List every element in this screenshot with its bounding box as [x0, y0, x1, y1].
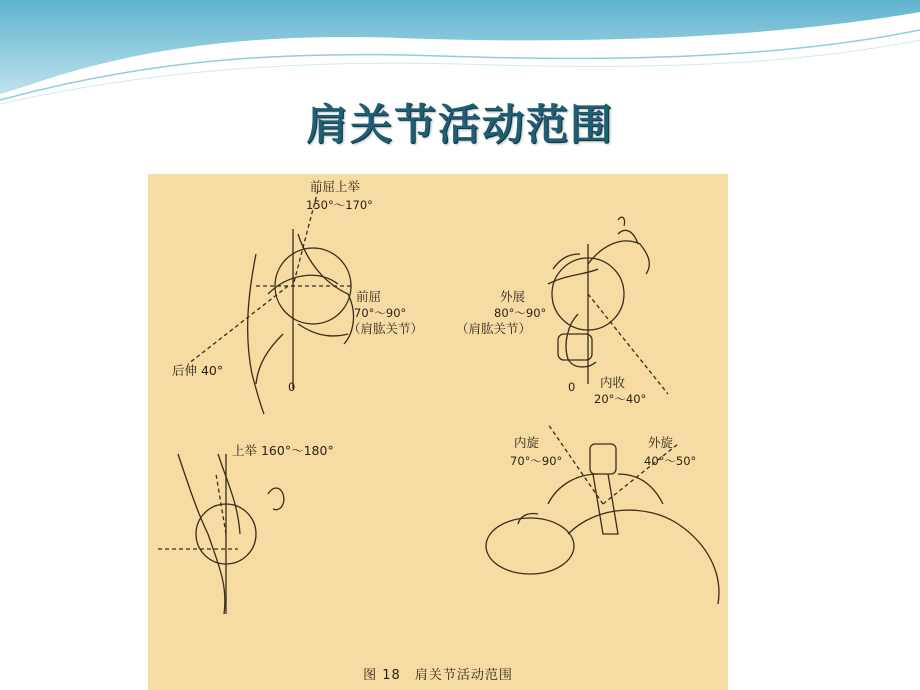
zero-right-label: 0 — [568, 380, 576, 394]
figure-caption: 图 18 肩关节活动范围 — [363, 668, 513, 683]
external-rotation-range: 40°～50° — [644, 454, 697, 468]
internal-rotation-label: 内旋 — [514, 435, 540, 450]
flexion-elevation-label: 前屈上举 — [310, 179, 361, 194]
abduction-range: 80°～90° — [494, 306, 547, 320]
elevation-label: 上举 160°～180° — [232, 443, 334, 458]
figure-illustration — [148, 174, 728, 690]
abduction-joint: （肩肱关节） — [456, 321, 532, 336]
forward-flexion-joint: （肩肱关节） — [348, 321, 424, 336]
forward-flexion-label: 前屈 — [356, 289, 382, 304]
zero-left-label: 0 — [288, 380, 296, 394]
forward-flexion-range: 70°～90° — [354, 306, 407, 320]
adduction-label: 内收 — [600, 375, 626, 390]
abduction-label: 外展 — [500, 289, 526, 304]
internal-rotation-range: 70°～90° — [510, 454, 563, 468]
slide-title: 肩关节活动范围 — [305, 100, 614, 149]
flexion-elevation-range: 150°～170° — [306, 198, 373, 212]
extension-label: 后伸 40° — [172, 363, 224, 378]
shoulder-rom-figure — [148, 174, 728, 690]
adduction-range: 20°～40° — [594, 392, 647, 406]
external-rotation-label: 外旋 — [648, 435, 674, 450]
